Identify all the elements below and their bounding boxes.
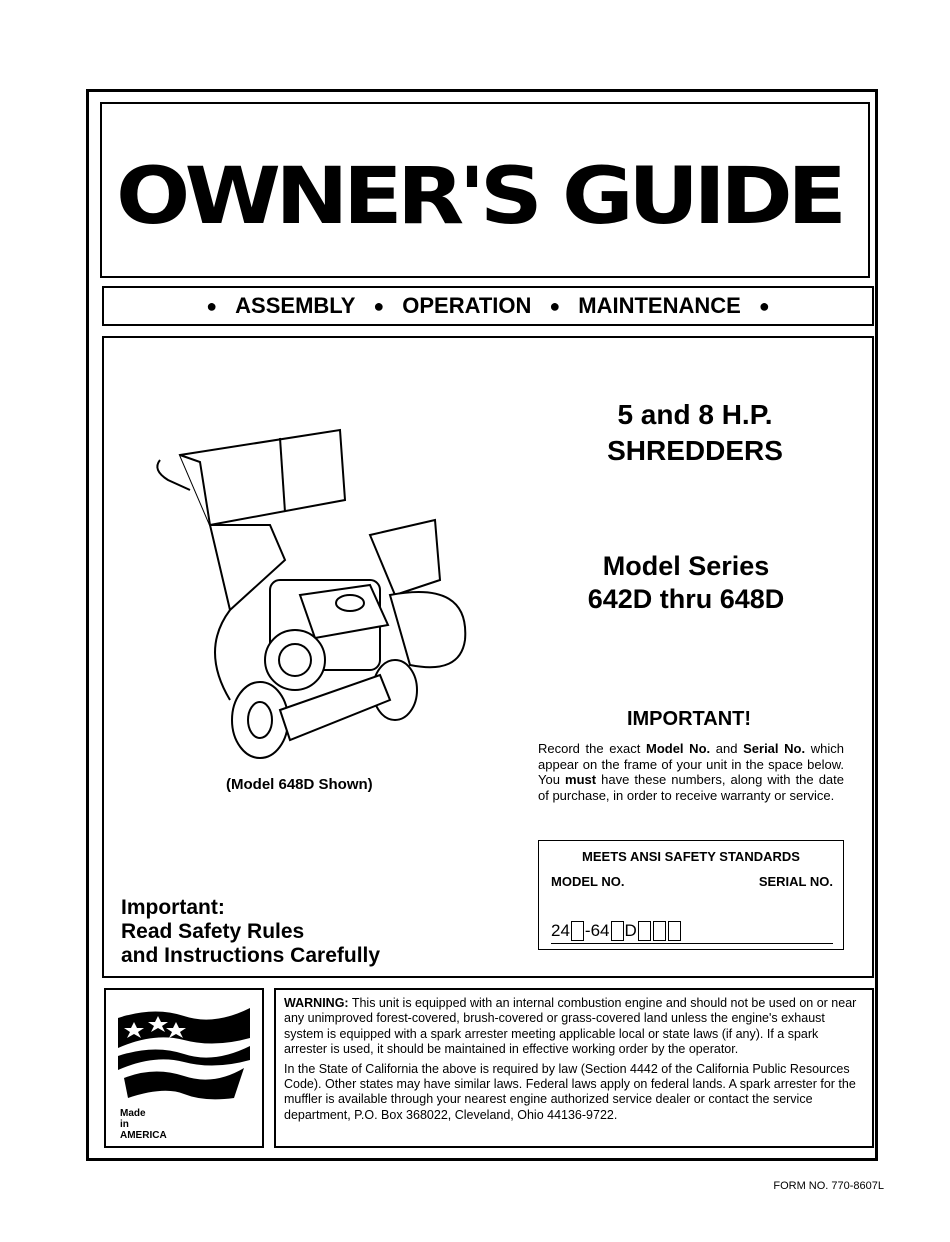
product-title <box>590 397 800 469</box>
blank-box <box>611 921 624 941</box>
shredder-illustration <box>140 420 470 760</box>
bullet-icon: ● <box>373 295 385 316</box>
bullet-icon: ● <box>549 295 561 316</box>
pattern-text: 24 <box>551 921 570 940</box>
model-series-line1: Model Series <box>602 551 770 581</box>
important-text: and <box>710 741 744 756</box>
important-text: which appear on the frame of your unit in the space below. You <box>538 741 844 787</box>
american-flag-icon <box>114 998 254 1108</box>
product-title-line2: SHREDDERS <box>607 435 783 466</box>
product-title-line1: 5 and 8 H.P. <box>617 399 773 430</box>
subtitle-assembly: ASSEMBLY <box>235 293 356 318</box>
subtitle-maintenance: MAINTENANCE <box>578 293 741 318</box>
illustration-caption: (Model 648D Shown) <box>226 776 373 793</box>
serial-no-label: SERIAL NO. <box>758 874 833 889</box>
ansi-standards-label: MEETS ANSI SAFETY STANDARDS <box>582 849 800 864</box>
bullet-icon: ● <box>206 295 218 316</box>
important-paragraph <box>538 741 844 803</box>
blank-box <box>571 921 584 941</box>
subtitle-banner <box>102 286 874 326</box>
title-box <box>100 102 870 278</box>
blank-box <box>653 921 666 941</box>
warning-paragraph-1 <box>284 996 864 1058</box>
model-series-title <box>576 550 796 616</box>
bullet-icon: ● <box>758 295 770 316</box>
blank-box <box>638 921 651 941</box>
model-no-label: MODEL NO. <box>551 874 625 889</box>
model-number-pattern <box>551 921 682 941</box>
model-serial-record-box <box>538 840 844 950</box>
serial-entry-line <box>551 943 833 944</box>
warning-text: This unit is equipped with an internal combustion engine and should not be used on or near any unimproved forest-covered, brush-covered or grass-covered land unless the engine's exhaust system is equipped with a spark arrester meeting applicable local or state laws (if any). If a spark arrester is used, it should be maintained in effective working order by the operator. <box>284 996 857 1057</box>
safety-notice-line3: and Instructions Carefully <box>121 944 381 967</box>
made-line: AMERICA <box>120 1130 167 1141</box>
warning-paragraph-2: In the State of California the above is required by law (Section 4442 of the California Public Resources Code). Other states may have similar laws. Federal laws apply on federal lands. A spark arrester for the muffler is available through your nearest engine authorized service dealer or contact the service department, P.O. Box 368022, Cleveland, Ohio 44136-9722. <box>284 1061 856 1122</box>
model-no-emphasis: Model No. <box>645 741 711 756</box>
model-series-line2: 642D thru 648D <box>587 584 785 614</box>
important-text: have these numbers, along with the date of purchase, in order to receive warranty or service. <box>538 772 845 803</box>
important-heading: IMPORTANT! <box>626 708 752 730</box>
safety-notice-line2: Read Safety Rules <box>121 920 305 943</box>
form-number: FORM NO. 770-8607L <box>773 1180 884 1192</box>
made-in-america-label <box>120 1108 167 1141</box>
warning-label: WARNING: <box>284 996 349 1010</box>
safety-notice <box>121 896 380 968</box>
made-line: in <box>120 1119 129 1130</box>
safety-notice-line1: Important: <box>121 896 225 919</box>
page-title: OWNER'S GUIDE <box>116 152 842 242</box>
important-text: Record the exact <box>538 741 646 756</box>
made-in-america-panel <box>104 988 264 1148</box>
pattern-text: D <box>624 921 637 940</box>
warning-panel <box>274 988 874 1148</box>
pattern-text: -64 <box>584 921 610 940</box>
must-emphasis: must <box>565 772 597 787</box>
serial-no-emphasis: Serial No. <box>743 741 806 756</box>
subtitle-operation: OPERATION <box>402 293 532 318</box>
blank-box <box>668 921 681 941</box>
made-line: Made <box>120 1108 146 1119</box>
